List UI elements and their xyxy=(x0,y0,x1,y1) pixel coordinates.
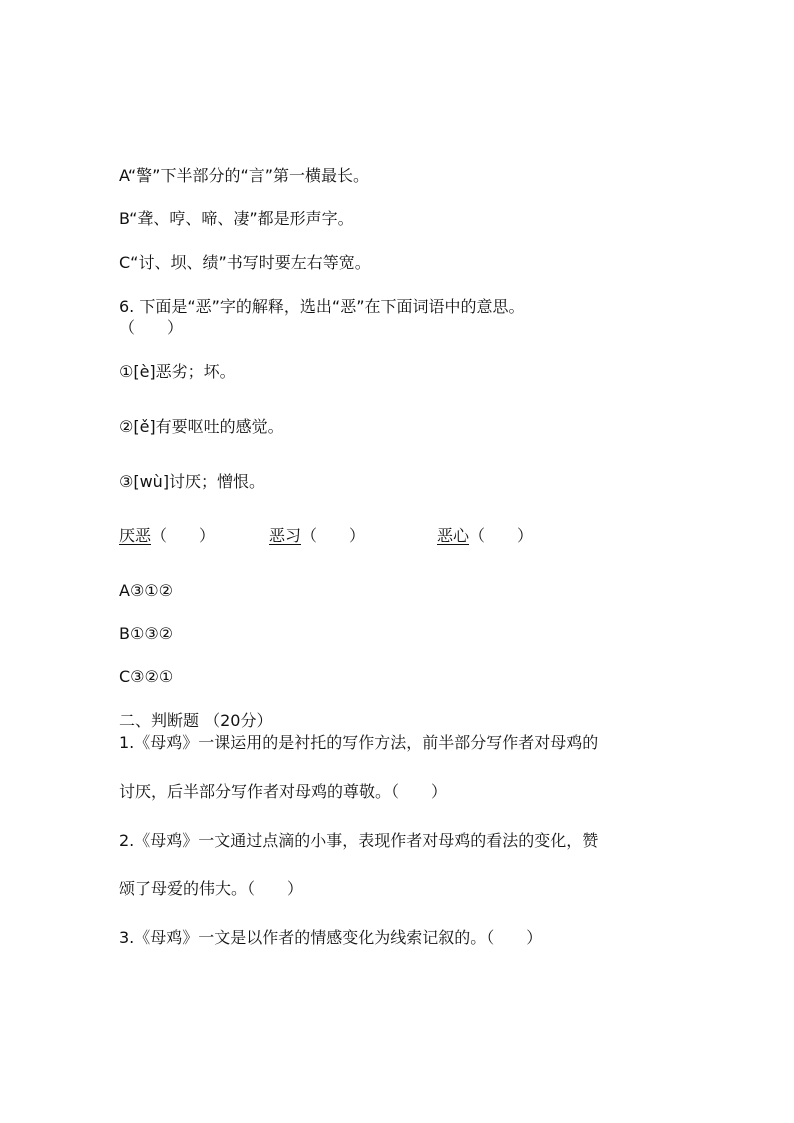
section-2-heading: 二、判断题 （20分） xyxy=(119,711,273,730)
q6-word-item xyxy=(119,526,269,546)
q5-option-c: C“讨、坝、绩”书写时要左右等宽。 xyxy=(119,253,371,272)
q5-option-b: B“聋、哼、啼、凄”都是形声字。 xyxy=(119,209,354,228)
q6-option-b: B①③② xyxy=(119,624,174,643)
q6-option-a: A③①② xyxy=(119,581,173,600)
q6-word-item xyxy=(269,526,437,546)
judge-q2-line1: 2.《母鸡》一文通过点滴的小事，表现作者对母鸡的看法的变化，赞 xyxy=(119,831,599,850)
q6-word-item xyxy=(437,526,533,546)
judge-q1-line2: 讨厌，后半部分写作者对母鸡的尊敬。（ ） xyxy=(119,782,448,801)
q6-definition-3: ③[wù]讨厌；憎恨。 xyxy=(119,472,266,491)
judge-q3-line1: 3.《母鸡》一文是以作者的情感变化为线索记叙的。（ ） xyxy=(119,928,543,947)
q6-word-blank: （ ） xyxy=(151,526,216,545)
judge-q2-line2: 颂了母爱的伟大。（ ） xyxy=(119,879,304,898)
q6-word: 厌恶 xyxy=(119,526,152,545)
q6-word: 恶心 xyxy=(437,526,470,545)
q6-stem: 6. 下面是“恶”字的解释，选出“恶”在下面词语中的意思。 xyxy=(119,297,525,316)
q6-word: 恶习 xyxy=(269,526,302,545)
q6-definition-1: ①[è]恶劣；坏。 xyxy=(119,362,236,381)
q6-option-c: C③②① xyxy=(119,667,174,686)
q5-option-a: A“警”下半部分的“言”第一横最长。 xyxy=(119,166,370,185)
judge-q1-line1: 1.《母鸡》一课运用的是衬托的写作方法，前半部分写作者对母鸡的 xyxy=(119,733,599,752)
q6-word-blank: （ ） xyxy=(301,526,366,545)
q6-word-row xyxy=(119,526,533,546)
q6-word-blank: （ ） xyxy=(469,526,534,545)
q6-definition-2: ②[ě]有要呕吐的感觉。 xyxy=(119,417,284,436)
q6-answer-blank: （ ） xyxy=(119,318,184,337)
